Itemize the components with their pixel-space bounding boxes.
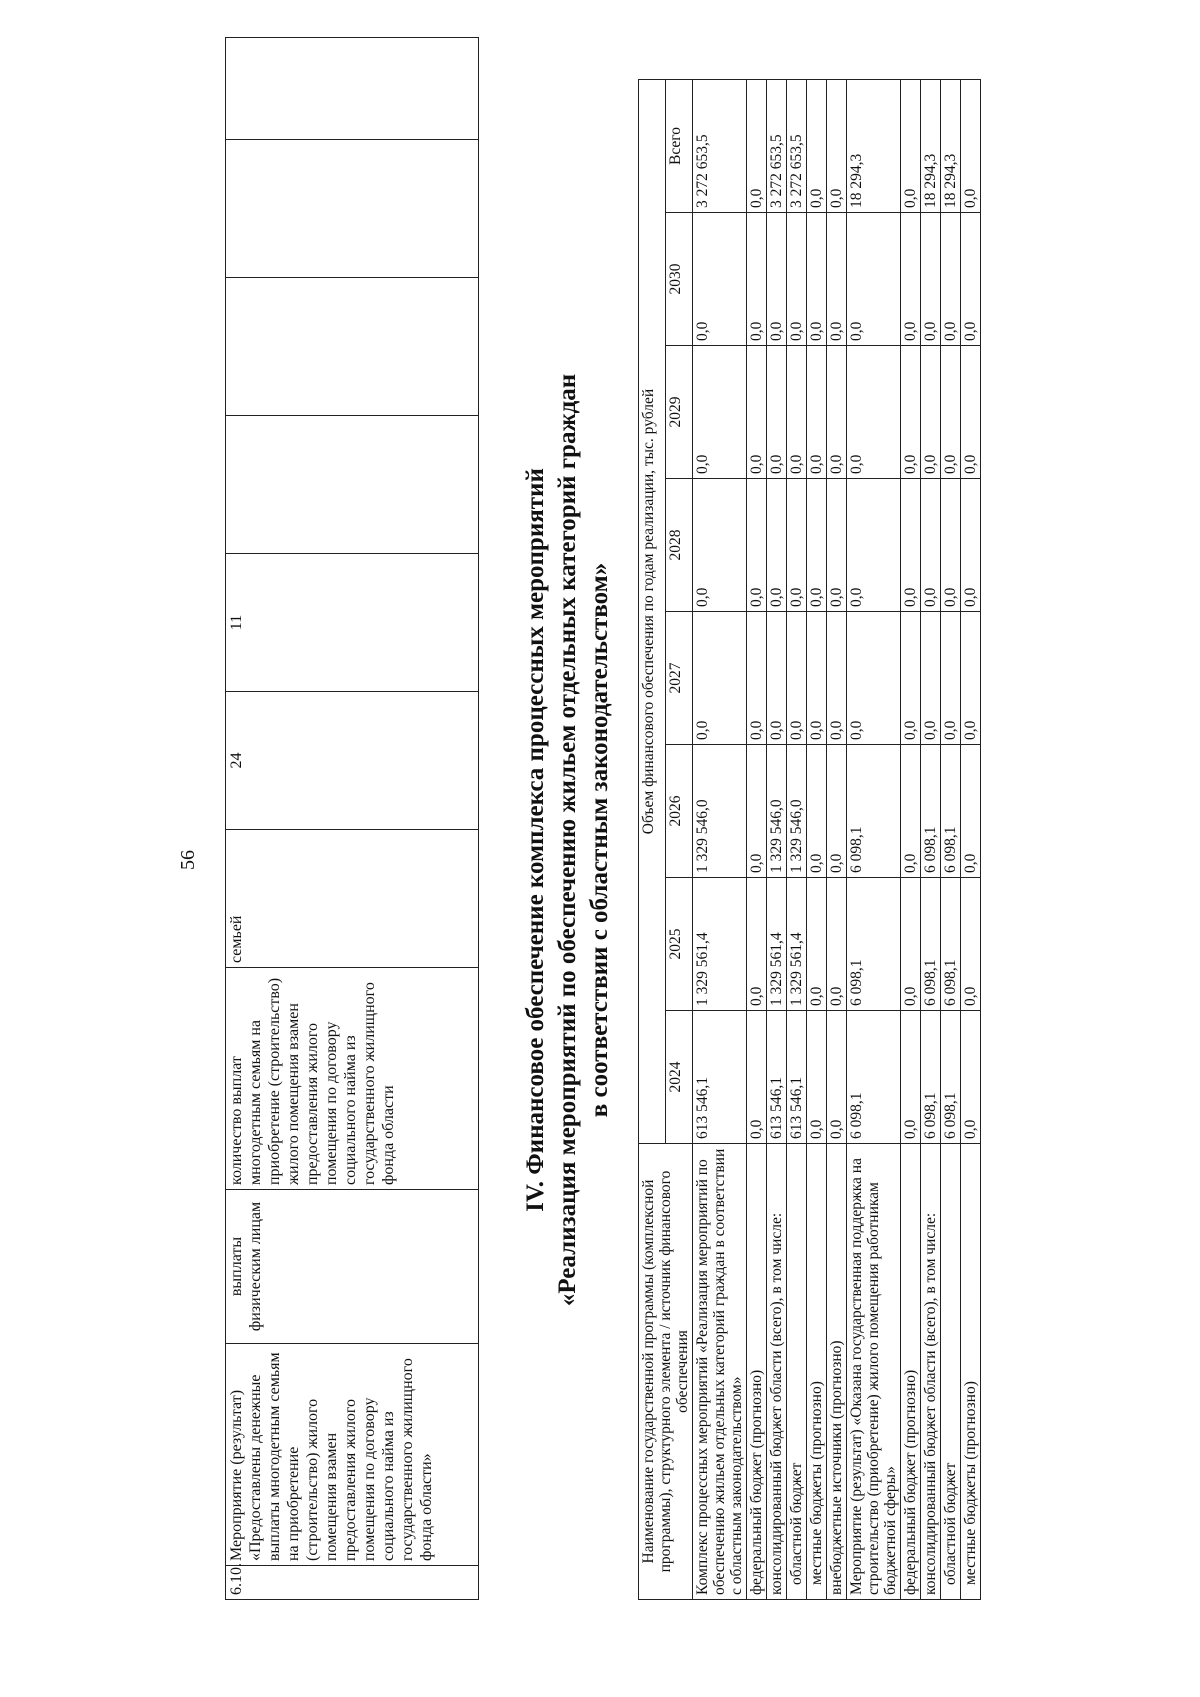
row-value: 6 098,1 [941, 878, 961, 1011]
row-label: местные бюджеты (прогнозно) [961, 1144, 981, 1600]
row-value: 0,0 [961, 878, 981, 1011]
row-value: 0,0 [827, 213, 847, 346]
row-value: 1 329 546,0 [693, 745, 747, 878]
row-value: 0,0 [921, 346, 941, 479]
row-value: 0,0 [901, 346, 921, 479]
row-total: 0,0 [747, 80, 767, 213]
table-row [921, 80, 941, 1600]
row-value: 0,0 [827, 346, 847, 479]
row-total: 0,0 [901, 80, 921, 213]
row-value: 0,0 [941, 213, 961, 346]
row-value: 0,0 [961, 1011, 981, 1144]
page-number: 56 [177, 850, 199, 870]
total-header: Всего [666, 80, 693, 213]
row-value: 0,0 [827, 612, 847, 745]
row-label: федеральный бюджет (прогнозно) [747, 1144, 767, 1600]
row-value: 0,0 [941, 479, 961, 612]
measure-unit: семьей [226, 830, 479, 968]
row-value: 6 098,1 [847, 878, 901, 1011]
row-value: 0,0 [827, 878, 847, 1011]
table-row [807, 80, 827, 1600]
row-value: 0,0 [941, 612, 961, 745]
row-value: 0,0 [693, 213, 747, 346]
row-value: 0,0 [827, 745, 847, 878]
row-total: 18 294,3 [921, 80, 941, 213]
empty-cell [226, 278, 479, 416]
rotated-page [165, 80, 1065, 1640]
row-value: 0,0 [941, 346, 961, 479]
row-value: 0,0 [847, 213, 901, 346]
table-row [941, 80, 961, 1600]
row-label: Комплекс процессных мероприятий «Реализация мероприятий по обеспечению жильем отдельных категорий граждан в соответствии с областным законодательством» [693, 1144, 747, 1600]
measure-name: Мероприятие (результат) «Предоставлены денежные выплаты многодетным семьям на приобретение (строительство) жилого помещения взамен предоставления жилого помещения по договору социального найма из государственного жилищного фонда области» [226, 1344, 479, 1566]
row-value: 1 329 546,0 [787, 745, 807, 878]
row-total: 0,0 [961, 80, 981, 213]
row-value: 0,0 [787, 479, 807, 612]
row-value: 0,0 [747, 878, 767, 1011]
row-value: 0,0 [747, 346, 767, 479]
row-value: 0,0 [693, 479, 747, 612]
row-value: 6 098,1 [847, 1011, 901, 1144]
row-value: 0,0 [787, 346, 807, 479]
year-header: 2026 [666, 745, 693, 878]
row-value: 0,0 [827, 1011, 847, 1144]
row-value: 0,0 [847, 479, 901, 612]
row-value: 0,0 [693, 612, 747, 745]
row-value: 6 098,1 [921, 745, 941, 878]
financing-table [638, 79, 981, 1600]
table-row [901, 80, 921, 1600]
measure-type: выплаты физическим лицам [226, 1190, 479, 1344]
row-total: 18 294,3 [847, 80, 901, 213]
row-value: 0,0 [961, 479, 981, 612]
row-value: 0,0 [961, 612, 981, 745]
row-value: 0,0 [807, 213, 827, 346]
financing-table-body [693, 80, 981, 1600]
row-value: 0,0 [901, 213, 921, 346]
row-total: 0,0 [827, 80, 847, 213]
row-value: 0,0 [693, 346, 747, 479]
row-value: 6 098,1 [941, 745, 961, 878]
row-value: 0,0 [747, 213, 767, 346]
row-label: областной бюджет [941, 1144, 961, 1600]
measure-value-1: 24 [226, 692, 479, 830]
row-label: федеральный бюджет (прогнозно) [901, 1144, 921, 1600]
year-header: 2030 [666, 213, 693, 346]
row-value: 0,0 [921, 479, 941, 612]
row-value: 0,0 [901, 878, 921, 1011]
header-row-1 [639, 80, 666, 1600]
row-label: областной бюджет [787, 1144, 807, 1600]
col-name-header: Наименование государственной программы (комплексной программы), структурного элемента / источник финансового обеспечения [639, 1144, 693, 1600]
row-value: 0,0 [807, 1011, 827, 1144]
row-value: 0,0 [901, 745, 921, 878]
table-row [747, 80, 767, 1600]
row-value: 1 329 561,4 [693, 878, 747, 1011]
row-value: 0,0 [767, 612, 787, 745]
empty-cell [226, 416, 479, 554]
row-value: 1 329 546,0 [767, 745, 787, 878]
row-total: 0,0 [807, 80, 827, 213]
row-value: 0,0 [807, 878, 827, 1011]
row-value: 0,0 [901, 1011, 921, 1144]
row-value: 0,0 [961, 745, 981, 878]
row-value: 6 098,1 [921, 878, 941, 1011]
measure-description: количество выплат многодетным семьям на приобретение (строительство) жилого помещения взамен предоставления жилого помещения по договору социального найма из государственного жилищного фонда области [226, 968, 479, 1190]
year-header: 2029 [666, 346, 693, 479]
year-header: 2027 [666, 612, 693, 745]
heading-line-3: в соответствии с областным законодательством» [586, 562, 613, 1118]
row-value: 0,0 [961, 346, 981, 479]
row-value: 0,0 [827, 479, 847, 612]
row-label: внебюджетные источники (прогнозно) [827, 1144, 847, 1600]
table-row [693, 80, 747, 1600]
table-row [827, 80, 847, 1600]
measure-value-2: 11 [226, 554, 479, 692]
section-heading [520, 80, 616, 1600]
table-row [767, 80, 787, 1600]
row-value: 0,0 [767, 213, 787, 346]
row-value: 0,0 [807, 612, 827, 745]
row-total: 3 272 653,5 [693, 80, 747, 213]
measures-table [225, 37, 479, 1600]
row-label: Мероприятие (результат) «Оказана государственная поддержка на строительство (приобретение) жилого помещения работникам бюджетной сферы» [847, 1144, 901, 1600]
row-value: 0,0 [807, 745, 827, 878]
row-value: 613 546,1 [767, 1011, 787, 1144]
table-row [961, 80, 981, 1600]
row-value: 0,0 [767, 346, 787, 479]
table-row [847, 80, 901, 1600]
row-value: 0,0 [847, 612, 901, 745]
row-value: 613 546,1 [693, 1011, 747, 1144]
row-total: 18 294,3 [941, 80, 961, 213]
row-value: 0,0 [921, 612, 941, 745]
empty-cell [226, 140, 479, 278]
heading-line-1: IV. Финансовое обеспечение комплекса процессных мероприятий [522, 468, 549, 1212]
table-row [787, 80, 807, 1600]
row-value: 0,0 [767, 479, 787, 612]
row-value: 0,0 [921, 213, 941, 346]
row-label: местные бюджеты (прогнозно) [807, 1144, 827, 1600]
row-value: 1 329 561,4 [767, 878, 787, 1011]
row-value: 0,0 [847, 346, 901, 479]
year-header: 2024 [666, 1011, 693, 1144]
row-value: 0,0 [747, 612, 767, 745]
heading-line-2: «Реализация мероприятий по обеспечению жильем отдельных категорий граждан [554, 373, 581, 1307]
row-label: консолидированный бюджет области (всего), в том числе: [767, 1144, 787, 1600]
row-value: 1 329 561,4 [787, 878, 807, 1011]
row-total: 3 272 653,5 [787, 80, 807, 213]
row-value: 0,0 [807, 346, 827, 479]
row-label: консолидированный бюджет области (всего), в том числе: [921, 1144, 941, 1600]
measure-row-6-10 [226, 38, 479, 1600]
row-total: 3 272 653,5 [767, 80, 787, 213]
row-value: 0,0 [747, 1011, 767, 1144]
row-value: 6 098,1 [941, 1011, 961, 1144]
row-value: 613 546,1 [787, 1011, 807, 1144]
row-value: 0,0 [901, 479, 921, 612]
year-header: 2028 [666, 479, 693, 612]
row-value: 0,0 [747, 479, 767, 612]
row-value: 0,0 [807, 479, 827, 612]
group-header: Объем финансового обеспечения по годам реализации, тыс. рублей [639, 80, 666, 1144]
row-value: 6 098,1 [847, 745, 901, 878]
row-value: 0,0 [787, 213, 807, 346]
row-value: 6 098,1 [921, 1011, 941, 1144]
row-value: 0,0 [787, 612, 807, 745]
year-header: 2025 [666, 878, 693, 1011]
row-value: 0,0 [961, 213, 981, 346]
row-value: 0,0 [901, 612, 921, 745]
measure-number: 6.10. [226, 1566, 479, 1600]
row-value: 0,0 [747, 745, 767, 878]
empty-cell [226, 38, 479, 140]
